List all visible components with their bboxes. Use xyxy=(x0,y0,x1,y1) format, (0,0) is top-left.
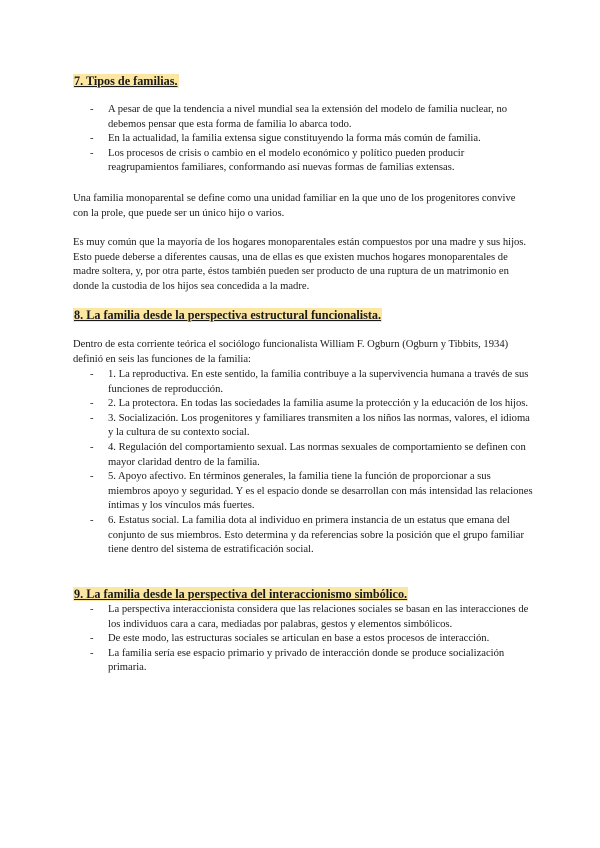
section-8-title: 8. La familia desde la perspectiva estructural funcionalista. xyxy=(74,308,382,322)
section-9-bullet-list xyxy=(73,603,535,676)
paragraph-ogburn-intro: Dentro de esta corriente teórica el sociólogo funcionalista William F. Ogburn (Ogburn y Tibbits, 1934) definió en seis las funciones de la familia: xyxy=(73,339,509,365)
section-7-bullet-list xyxy=(73,103,535,176)
section-9-heading xyxy=(73,587,408,602)
list-item: - La familia sería ese espacio primario y privado de interacción donde se produce socialización primaria. xyxy=(73,647,535,676)
list-item: - 1. La reproductiva. En este sentido, la familia contribuye a la supervivencia humana a través de sus funciones de reproducción. xyxy=(73,368,535,397)
paragraph-monoparental-definition: Una familia monoparental se define como una unidad familiar en la que uno de los progenitores convive con la prole, que puede ser un único hijo o varios. xyxy=(73,193,516,219)
list-item: - A pesar de que la tendencia a nivel mundial sea la extensión del modelo de familia nuclear, no debemos pensar que esta forma de familia lo abarca todo. xyxy=(73,103,535,132)
section-9-title: 9. La familia desde la perspectiva del interaccionismo simbólico. xyxy=(74,587,408,601)
section-8-heading xyxy=(73,308,382,323)
list-item: - 5. Apoyo afectivo. En términos generales, la familia tiene la función de proporcionar a sus miembros apoyo y seguridad. Y es el espacio donde se desarrollan con más intensidad las relaciones íntimas y los vínculos más fuertes. xyxy=(73,470,535,514)
list-item: - 3. Socialización. Los progenitores y familiares transmiten a los niños las normas, valores, el idioma y la cultura de su contexto social. xyxy=(73,412,535,441)
section-7-heading xyxy=(73,74,179,89)
section-8-bullet-list xyxy=(73,368,535,558)
list-item: - 2. La protectora. En todas las sociedades la familia asume la protección y la educación de los hijos. xyxy=(73,397,535,412)
list-item: - 4. Regulación del comportamiento sexual. Las normas sexuales de comportamiento se definen con mayor claridad dentro de la familia. xyxy=(73,441,535,470)
section-7-title: 7. Tipos de familias. xyxy=(74,74,178,88)
list-item: - Los procesos de crisis o cambio en el modelo económico y político pueden producir reagrupamientos familiares, conformando así nuevas formas de familias extensas. xyxy=(73,147,535,176)
list-item: - De este modo, las estructuras sociales se articulan en base a estos procesos de interacción. xyxy=(73,632,535,647)
list-item: - 6. Estatus social. La familia dota al individuo en primera instancia de un estatus que emana del conjunto de sus miembros. Esto determina y da referencias sobre la posición que el grupo familiar tiene dentro del sistema de estratificación social. xyxy=(73,514,535,558)
paragraph-monoparental-households: Es muy común que la mayoría de los hogares monoparentales están compuestos por una madre y sus hijos. Esto puede deberse a diferentes causas, una de ellas es que existen muchos hogares monoparentales de madre soltera, y, por otra parte, éstos también pueden ser producto de una ruptura de un matrimonio en donde la custodia de los hijos sea concedida a la madre. xyxy=(73,237,527,292)
list-item: - En la actualidad, la familia extensa sigue constituyendo la forma más común de familia. xyxy=(73,132,535,147)
list-item: - La perspectiva interaccionista considera que las relaciones sociales se basan en las interacciones de los individuos cara a cara, mediadas por palabras, gestos y elementos simbólicos. xyxy=(73,603,535,632)
